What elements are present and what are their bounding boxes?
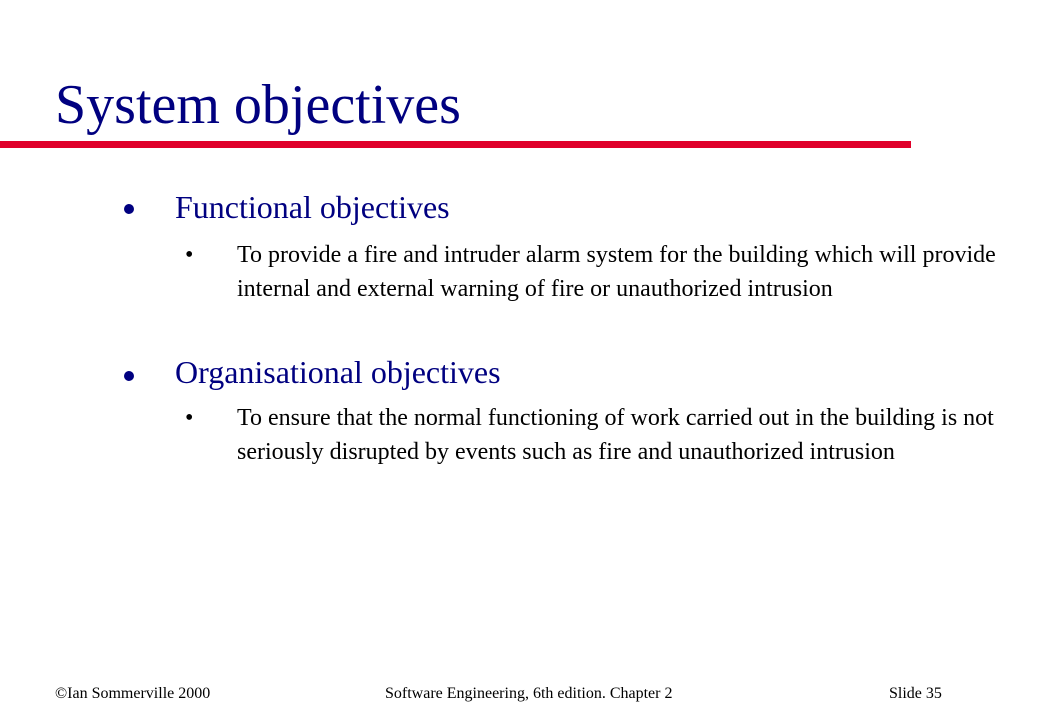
title-underline: [0, 141, 911, 148]
footer-book-title: Software Engineering, 6th edition. Chapter 2: [385, 685, 673, 702]
sub-bullet-icon: •: [185, 405, 194, 431]
point-detail-organisational: To ensure that the normal functioning of work carried out in the building is not seriously disrupted by events such as fire and unauthorized intrusion: [237, 405, 994, 465]
sub-bullet-icon: •: [185, 242, 194, 268]
point-detail-functional: To provide a fire and intruder alarm system for the building which will provide internal and external warning of fire or unauthorized intrusion: [237, 242, 996, 302]
bullet-icon: [122, 370, 136, 386]
bullet-icon: [122, 203, 136, 219]
footer-slide-number: Slide 35: [889, 685, 942, 702]
footer-copyright: ©Ian Sommerville 2000: [55, 685, 211, 702]
slide-title: System objectives: [55, 74, 461, 136]
point-heading-functional: Functional objectives: [175, 189, 450, 225]
point-heading-organisational: Organisational objectives: [175, 354, 501, 390]
